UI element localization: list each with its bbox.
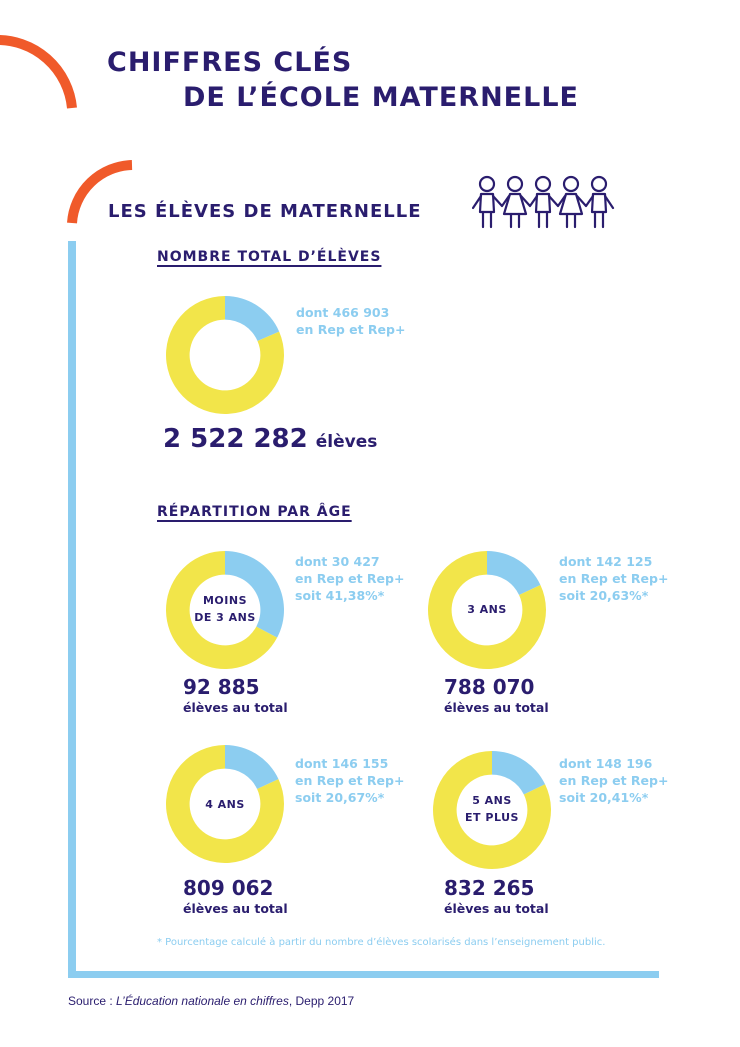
total-value-unit: élèves — [315, 432, 378, 452]
orange-arc-section — [60, 155, 140, 235]
age-value-5-plus: 832 265 — [444, 876, 535, 900]
age-value-4: 809 062 — [183, 876, 274, 900]
donut-slice-rep — [225, 745, 278, 789]
donut-slice-rep — [487, 551, 540, 595]
age-ring-label-line: DE 3 ANS — [194, 611, 256, 624]
total-value-number: 2 522 282 — [163, 424, 308, 454]
total-value — [163, 424, 377, 454]
age-rep-line: soit 20,41%* — [559, 790, 649, 805]
age-rep-note-under-3 — [295, 553, 404, 604]
age-ring-label-line: 3 ANS — [467, 603, 507, 616]
age-rep-note-5-plus — [559, 755, 668, 806]
age-rep-line: en Rep et Rep+ — [559, 773, 669, 788]
age-unit-5-plus: élèves au total — [444, 901, 549, 916]
total-rep-line-1: dont 466 903 — [296, 305, 390, 320]
age-ring-label-line: 4 ANS — [205, 798, 245, 811]
donut-slice-rep — [225, 296, 279, 341]
children-holding-hands-icon — [472, 174, 617, 232]
total-heading: NOMBRE TOTAL D’ÉLÈVES — [157, 249, 382, 265]
age-value-3: 788 070 — [444, 675, 535, 699]
age-rep-line: soit 20,63%* — [559, 588, 649, 603]
source-prefix: Source : — [68, 994, 117, 1008]
total-rep-note — [296, 304, 405, 338]
age-ring-label-under-3 — [190, 592, 260, 626]
source-title: L’Éducation nationale en chiffres — [116, 994, 289, 1008]
age-value-under-3: 92 885 — [183, 675, 260, 699]
age-rep-line: dont 146 155 — [295, 756, 389, 771]
age-ring-label-4 — [190, 796, 260, 813]
page-title-line-2: DE L’ÉCOLE MATERNELLE — [183, 82, 579, 113]
age-rep-line: soit 20,67%* — [295, 790, 385, 805]
section-title: LES ÉLÈVES DE MATERNELLE — [108, 201, 422, 222]
age-rep-line: soit 41,38%* — [295, 588, 385, 603]
age-ring-label-5-plus — [457, 792, 527, 826]
total-donut — [166, 296, 284, 414]
age-ring-label-3 — [452, 601, 522, 618]
page-title-line-1: CHIFFRES CLÉS — [107, 47, 353, 78]
age-unit-3: élèves au total — [444, 700, 549, 715]
age-rep-line: dont 142 125 — [559, 554, 653, 569]
frame-left-bar — [68, 241, 76, 978]
age-rep-note-3 — [559, 553, 668, 604]
frame-bottom-bar — [68, 971, 659, 978]
age-rep-line: dont 148 196 — [559, 756, 653, 771]
age-rep-line: en Rep et Rep+ — [295, 571, 405, 586]
age-rep-note-4 — [295, 755, 404, 806]
age-ring-label-line: MOINS — [202, 594, 248, 607]
age-rep-line: en Rep et Rep+ — [295, 773, 405, 788]
footnote: * Pourcentage calculé à partir du nombre d’élèves scolarisés dans l’enseignement public. — [157, 937, 606, 948]
total-rep-line-2: en Rep et Rep+ — [296, 322, 406, 337]
source-suffix: , Depp 2017 — [288, 994, 355, 1008]
age-rep-line: dont 30 427 — [295, 554, 380, 569]
age-heading: RÉPARTITION PAR ÂGE — [157, 504, 352, 520]
age-unit-4: élèves au total — [183, 901, 288, 916]
age-ring-label-line: 5 ANS — [472, 794, 512, 807]
orange-arc-top-left — [0, 0, 90, 120]
source-line — [68, 994, 354, 1008]
age-rep-line: en Rep et Rep+ — [559, 571, 669, 586]
age-unit-under-3: élèves au total — [183, 700, 288, 715]
age-ring-label-line: ET PLUS — [465, 811, 519, 824]
donut-slice-rep — [492, 751, 545, 795]
